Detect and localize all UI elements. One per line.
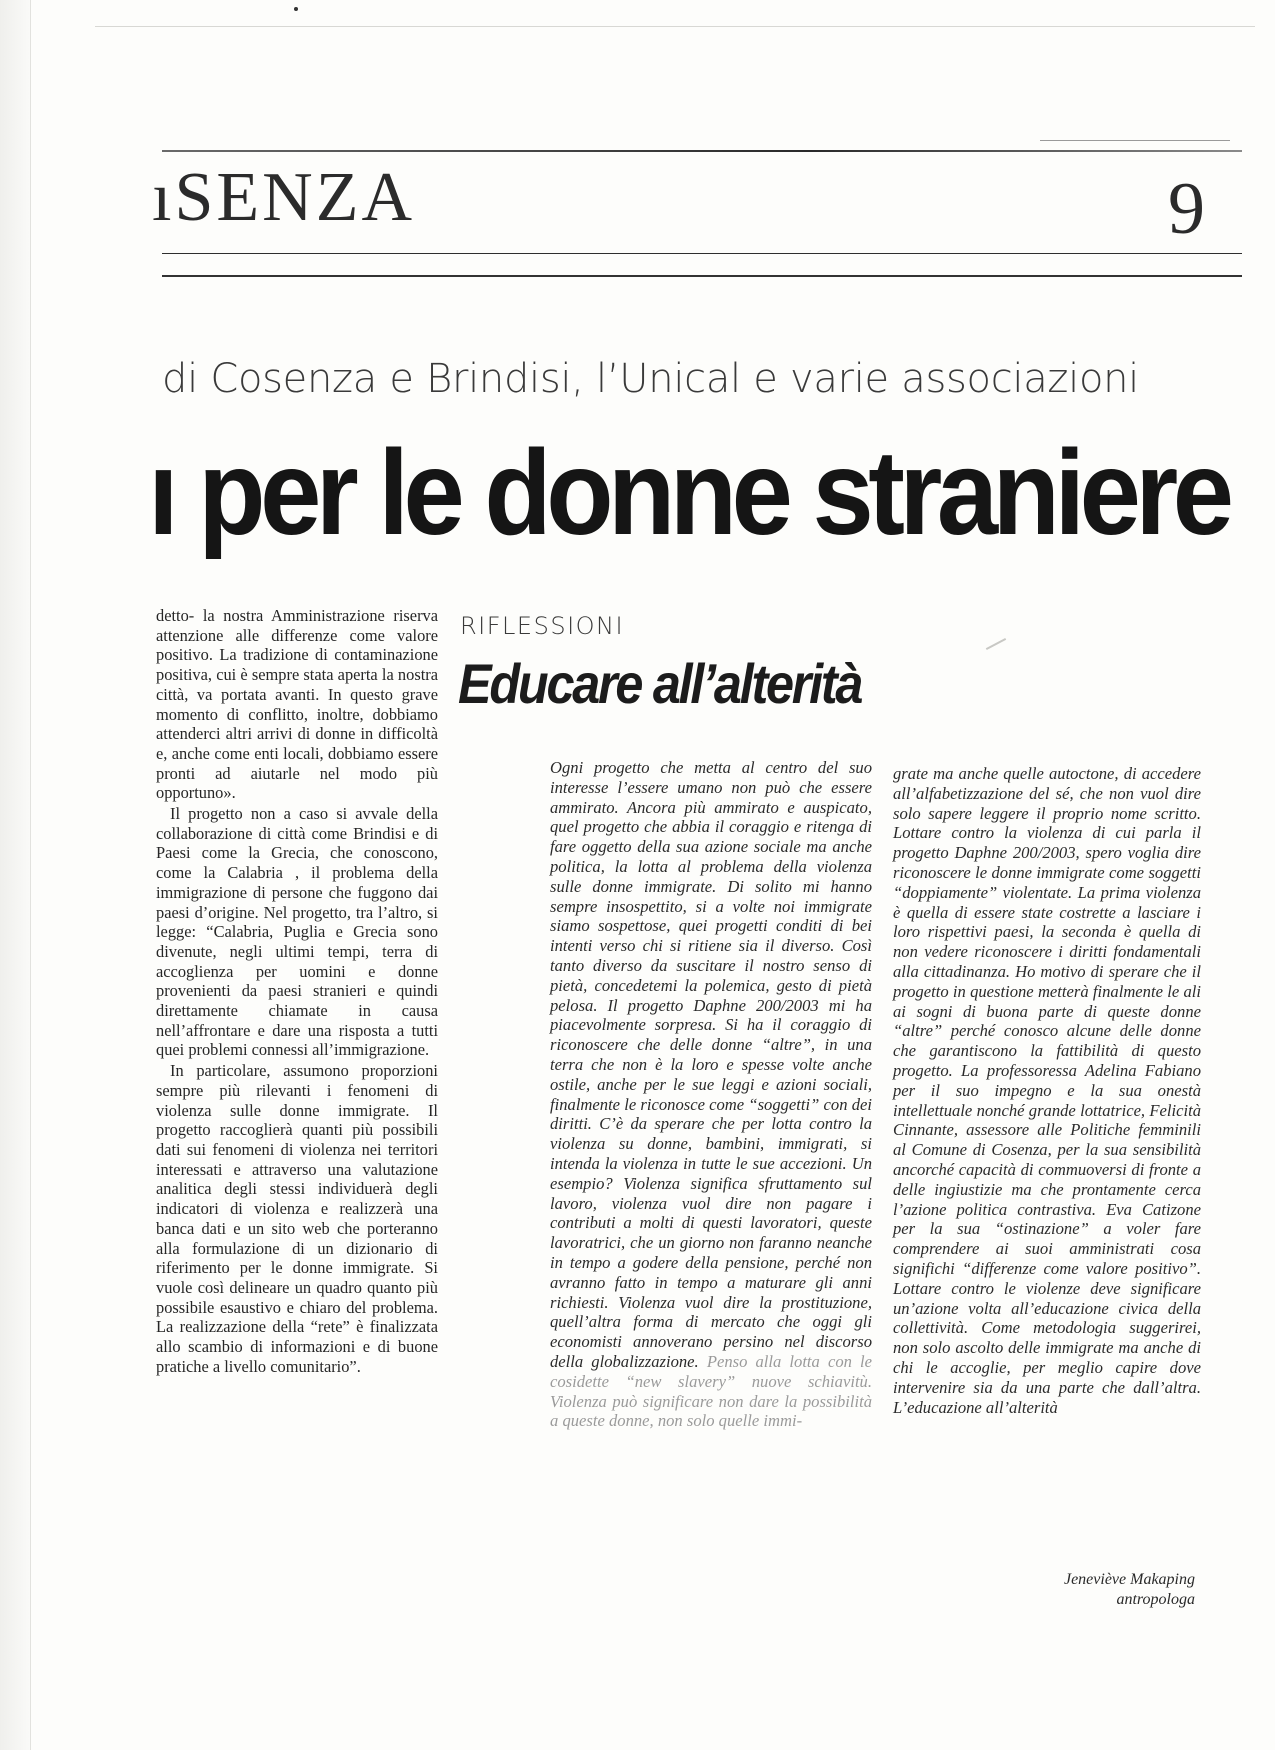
opinion-rubric: RIFLESSIONI (460, 612, 625, 640)
header-rule-top (162, 150, 1242, 152)
paragraph: Il progetto non a caso si avvale della collaborazione di città come Brindisi e di Paesi come la Grecia, che conoscono, come la Calabria , il problema della immigrazione di persone che fuggono dai paesi d’origine. Nel progetto, tra l’altro, si legge: “Calabria, Puglia e Grecia sono divenute, negli ultimi tempi, terra di accoglienza per uomini e donne provenienti da paesi stranieri e quindi direttamente chiamate in causa nell’affrontare e dare una risposta a tutti quei problemi connessi all’immigrazione. (156, 804, 438, 1060)
article-column-left (156, 606, 438, 1376)
article-kicker: di Cosenza e Brindisi, l’Unical e varie associazioni (162, 356, 1139, 402)
header-rule-bottom (162, 253, 1242, 254)
opinion-text: Ogni progetto che metta al centro del suo interesse l’essere umano non può che essere ammirato. Ancora più ammirato e auspicato, quel progetto che abbia il coraggio e ritenga di fare oggetto della sua azione sociale ma anche politica, la lotta al problema della violenza sulle donne immigrate. Di solito mi hanno sempre insospettito, si a volte noi immigrate siamo sospettose, quei progetti conditi di bei intenti verso chi si ritiene sia il diverso. Così tanto diverso da suscitare il nostro senso di pietà, concedetemi la polemica, gesto di pietà pelosa. Il progetto Daphne 200/2003 mi ha piacevolmente sorpresa. Si ha il coraggio di riconoscere che delle donne “altre”, in una terra che non è la loro e spesse volte anche ostile, anche per le sue leggi e azioni sociali, finalmente le riconosce come “soggetti” con dei diritti. C’è da sperare che per lotta contro la violenza su donne, bambini, immigrati, si intenda la violenza in tutte le sue accezioni. Un esempio? Violenza significa sfruttamento sul lavoro, violenza vuol dire non pagare i contributi a molti di questi lavoratori, queste lavoratrici, che un giorno non faranno neanche in tempo a godere della pensione, perché non avranno fatto in tempo a maturare gli anni richiesti. Violenza vuol dire la prostituzione, quell’altra forma di mercato che oggi gli economisti annoverano persino nel discorso della globalizzazione. (550, 758, 872, 1371)
opinion-column-middle (550, 758, 872, 1431)
author-name: Jeneviève Makaping (1063, 1571, 1195, 1588)
header-rule-bottom-thick (162, 275, 1242, 277)
paragraph: In particolare, assumono proporzioni sempre più rilevanti i fenomeni di violenza sulle donne immigrate. Il progetto raccoglierà quanti più possibili dati sui fenomeni di violenza nei territori interessati e attraverso una valutazione analitica degli stessi individuerà degli indicatori di violenza e realizzerà una banca dati e un sito web che porteranno alla formulazione di un dizionario di riferimento per le donne immigrate. Si vuole così delineare un quadro quanto più possibile esaustivo e chiaro del problema. La realizzazione della “rete” è finalizzata allo scambio di informazioni e di buone pratiche a livello comunitario”. (156, 1061, 438, 1376)
author-role: antropologa (1116, 1591, 1195, 1608)
article-headline: ı per le donne straniere (148, 424, 1229, 560)
opinion-text-faded: Penso alla lotta con le cosidette “new slavery” nuove schiavitù. Violenza può significare non dare la possibilità a queste donne, non solo quelle immi- (550, 1351, 873, 1431)
page-number: 9 (1168, 168, 1205, 250)
opinion-title: Educare all’alterità (458, 652, 862, 715)
opinion-column-right (893, 764, 1201, 1417)
section-name: ıSENZA (152, 159, 415, 236)
header-rule-accent (1040, 140, 1230, 141)
scan-margin (0, 0, 31, 1750)
opinion-text: grate ma anche quelle autoctone, di accedere all’alfabetizzazione del sé, che non vuol dire solo sapere leggere il proprio nome scritto. Lottare contro la violenza di cui parla il progetto Daphne 200/2003, spero voglia dire riconoscere le donne immigrate come soggetti “doppiamente” violentate. La prima violenza è quella di essere state costrette a lasciare i loro rispettivi paesi, la seconda è quella di non vedere riconoscere i diritti fondamentali alla cittadinanza. Ho motivo di sperare che il progetto in questione metterà finalmente le ali ai sogni di buona parte di queste donne “altre” perché conosco alcune delle donne che garantiscono la fattibilità di questo progetto. La professoressa Adelina Fabiano per il suo impegno e la sua onestà intellettuale nonché grande lottatrice, Felicità Cinnante, assessore alle Politiche femminili al Comune di Cosenza, per la sua sensibilità ancorché capacità di commuoversi di fronte a delle ingiustizie ma che prontamente cerca l’azione politica contrastiva. Eva Catizone per la sua “ostinazione” a voler fare comprendere ai suoi amministrati cosa significhi “differenze come valore positivo”. Lottare contro le violenze deve significare un’azione volta all’educazione civica della collettività. Come metodologia suggerirei, non solo ascolto delle immigrate ma anche di chi le accoglie, per meglio capire dove intervenire sia da una parte che dall’altra. L’educazione all’alterità (893, 764, 1201, 1417)
paragraph: detto- la nostra Amministrazione riserva attenzione alle differenze come valore positivo. La tradizione di contaminazione positiva, cui è sempre stata aperta la nostra città, va portata avanti. In questo grave momento di conflitto, inoltre, dobbiamo attenderci altri arrivi di donne in difficoltà e, anche come enti locali, dobbiamo essere pronti ad aiutarle nel modo più opportuno». (156, 606, 438, 803)
scan-edge-line (95, 26, 1255, 27)
author-signature (960, 1570, 1195, 1610)
scan-speck (294, 7, 298, 11)
